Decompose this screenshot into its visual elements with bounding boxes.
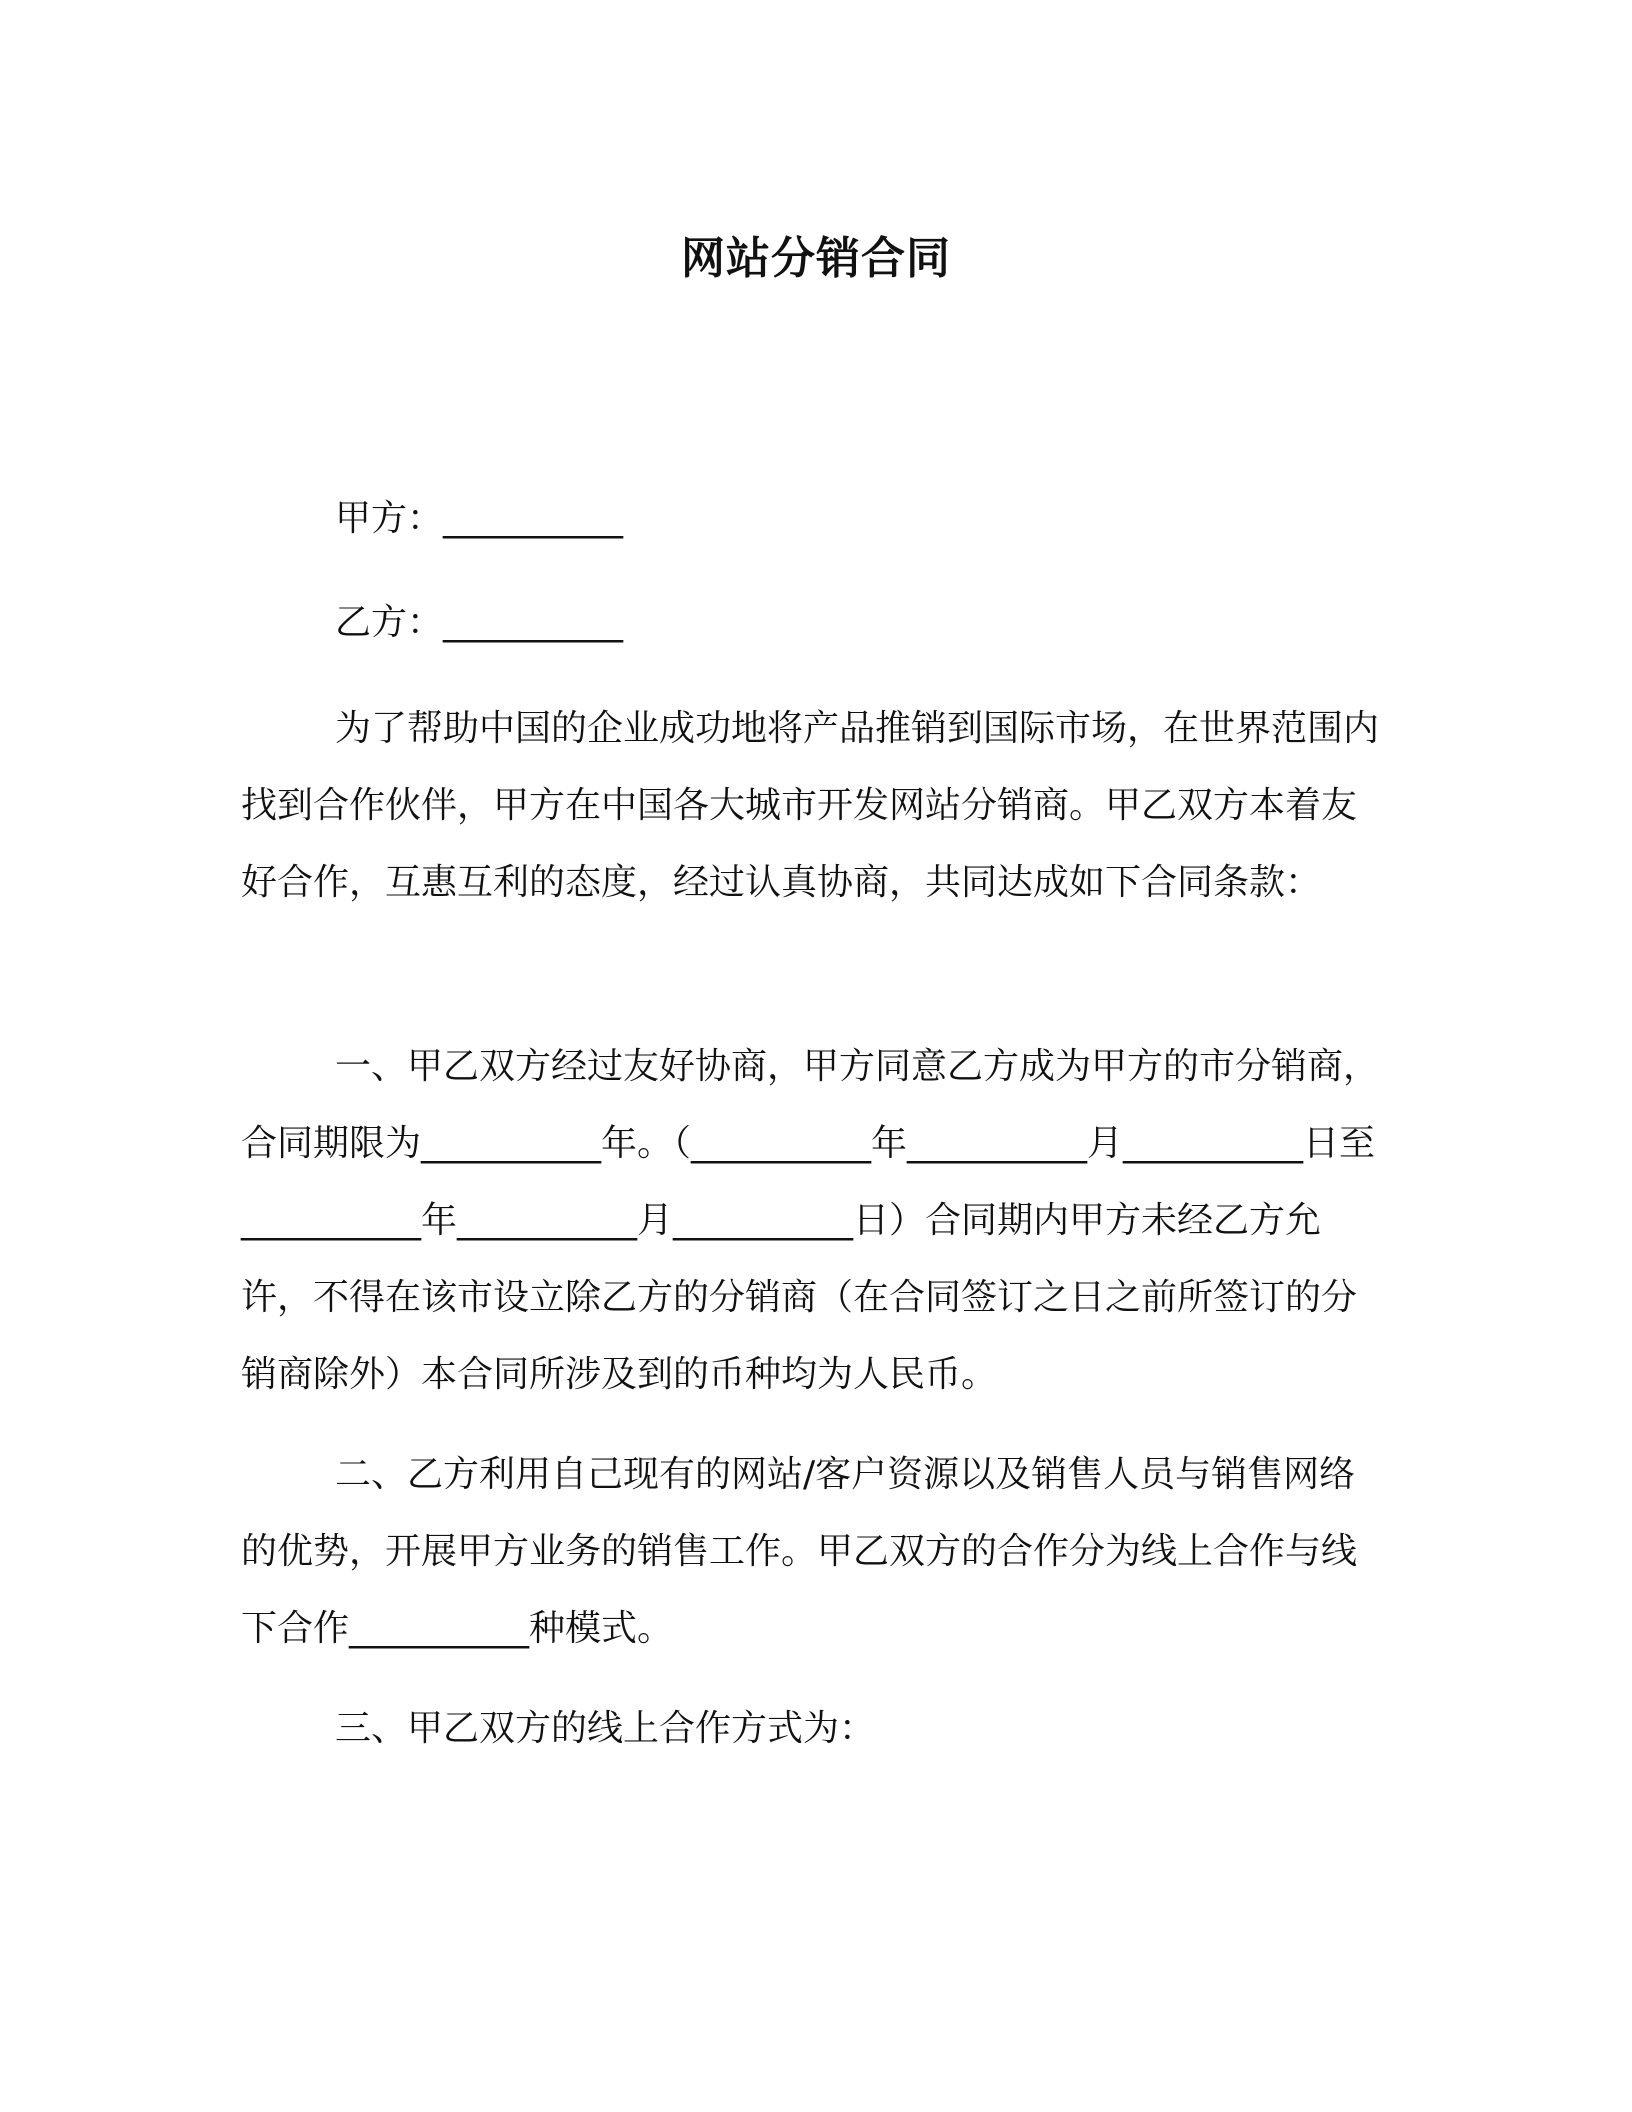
intro-paragraph: 为了帮助中国的企业成功地将产品推销到国际市场，在世界范围内找到合作伙伴，甲方在中国各大城市开发网站分销商。甲乙双方本着友好合作，互惠互利的态度，经过认真协商，共同达成如下合同条款： <box>241 708 1380 903</box>
party-a-line: 甲方：__________ <box>335 498 624 539</box>
clause-2-paragraph: 二、乙方利用自己现有的网站/客户资源以及销售人员与销售网络的优势，开展甲方业务的销售工作。甲乙双方的合作分为线上合作与线下合作__________种模式。 <box>241 1454 1358 1649</box>
document-title: 网站分销合同 <box>681 233 951 284</box>
clause-1-paragraph: 一、甲乙双方经过友好协商，甲方同意乙方成为甲方的市分销商，合同期限为__________年。（__________年__________月__________日至__________年__________月__________日）合同期内甲方未经乙方允许，不得在该市设立除乙方的分销商（在合同签订之日之前所签订的分销商除外）本合同所涉及到的币种均为人民币。 <box>241 1046 1380 1395</box>
clause-3-paragraph: 三、甲乙双方的线上合作方式为： <box>335 1708 876 1749</box>
party-b-line: 乙方：__________ <box>335 602 624 643</box>
